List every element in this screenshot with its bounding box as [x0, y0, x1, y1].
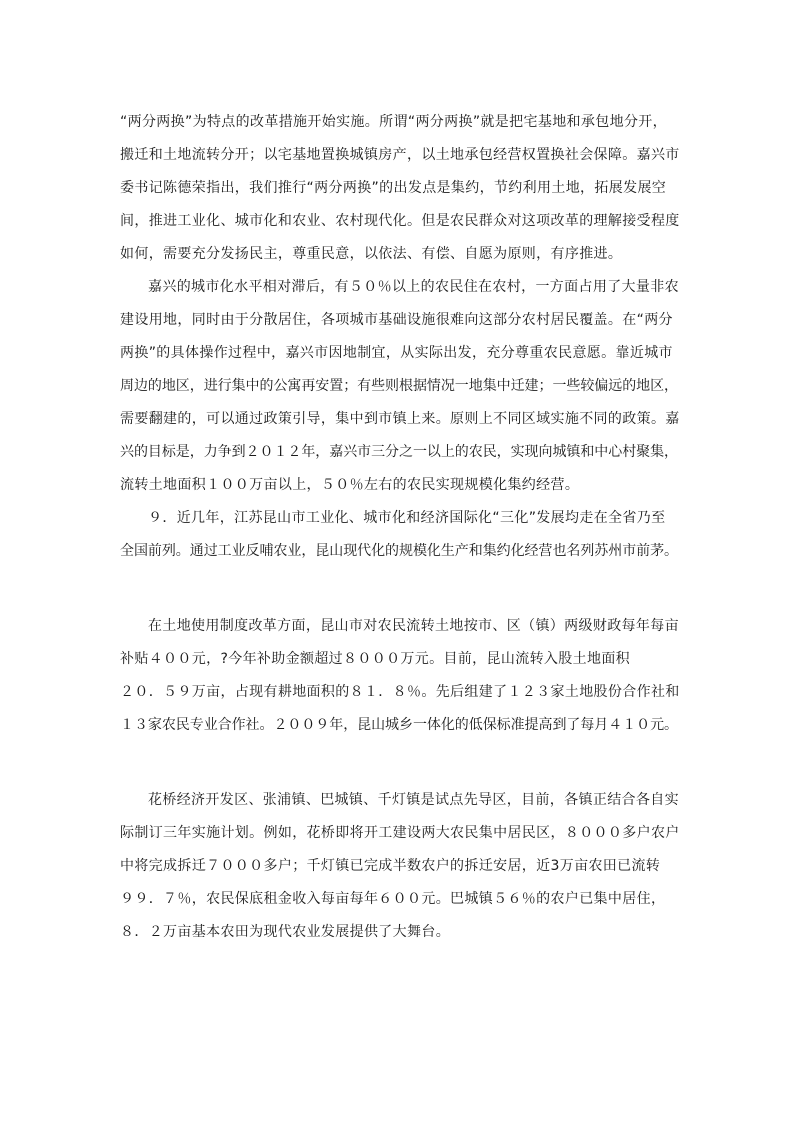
paragraph-5-line-2: 际制订三年实施计划。例如，花桥即将开工建设两大农民集中居民区，８０００多户农户 — [120, 825, 680, 841]
paragraph-5-line-4: ９９．７％，农民保底租金收入每亩每年６００元。巴城镇５６％的农户已集中居住， — [120, 891, 666, 907]
paragraph-4-line-3: ２０．５９万亩，占现有耕地面积的８１．８％。先后组建了１２３家土地股份合作社和 — [120, 684, 680, 700]
paragraph-2-line-5: 需要翻建的，可以通过政策引导，集中到市镇上来。原则上不同区域实施不同的政策。嘉 — [120, 411, 680, 427]
paragraph-5-line-1: 花桥经济开发区、张浦镇、巴城镇、千灯镇是试点先导区，目前，各镇正结合各自实 — [148, 792, 679, 808]
paragraph-4-line-2: 补贴４００元，?今年补助金额超过８０００万元。目前，昆山流转入股土地面积 — [120, 651, 631, 667]
paragraph-3-line-1: ９．近几年，江苏昆山市工业化、城市化和经济国际化“三化”发展均走在全省乃至 — [148, 510, 666, 526]
paragraph-1-line-2: 搬迁和土地流转分开；以宅基地置换城镇房产，以土地承包经营权置换社会保障。嘉兴市 — [120, 147, 680, 163]
paragraph-1-line-3: 委书记陈德荣指出，我们推行“两分两换”的出发点是集约，节约利用土地，拓展发展空 — [120, 180, 667, 196]
paragraph-1-line-4: 间，推进工业化、城市化和农业、农村现代化。但是农民群众对这项改革的理解接受程度 — [120, 213, 680, 229]
paragraph-2-line-2: 建设用地，同时由于分散居住，各项城市基础设施很难向这部分农村居民覆盖。在“两分 — [120, 312, 673, 328]
paragraph-2-line-4: 周边的地区，进行集中的公寓再安置；有些则根据情况一地集中迁建；一些较偏远的地区， — [120, 378, 678, 394]
paragraph-5-line-5: ８．２万亩基本农田为现代农业发展提供了大舞台。 — [120, 924, 451, 940]
paragraph-1-line-1: “两分两换”为特点的改革措施开始实施。所谓“两分两换”就是把宅基地和承包地分开， — [120, 114, 668, 130]
paragraph-4-line-4: １３家农民专业合作社。２００９年，昆山城乡一体化的低保标准提高到了每月４１０元。 — [120, 717, 678, 733]
paragraph-1-line-5: 如何，需要充分发扬民主，尊重民意，以依法、有偿、自愿为原则，有序推进。 — [120, 246, 623, 262]
paragraph-2-line-1: 嘉兴的城市化水平相对滞后，有５０％以上的农民住在农村，一方面占用了大量非农 — [148, 279, 679, 295]
paragraph-2-line-7: 流转土地面积１００万亩以上，５０％左右的农民实现规模化集约经营。 — [120, 477, 580, 493]
paragraph-5-line-3: 中将完成拆迁７０００多户；千灯镇已完成半数农户的拆迁安居，近3万亩农田已流转 — [120, 858, 661, 874]
paragraph-3-line-2: 全国前列。通过工业反哺农业，昆山现代化的规模化生产和集约化经营也名列苏州市前茅。 — [120, 543, 678, 559]
paragraph-2-line-6: 兴的目标是，力争到２０１２年，嘉兴市三分之一以上的农民，实现向城镇和中心村聚集， — [120, 444, 678, 460]
paragraph-4-line-1: 在土地使用制度改革方面，昆山市对农民流转土地按市、区（镇）两级财政每年每亩 — [148, 618, 679, 634]
paragraph-2-line-3: 两换”的具体操作过程中，嘉兴市因地制宜，从实际出发，充分尊重农民意愿。靠近城市 — [120, 345, 673, 361]
